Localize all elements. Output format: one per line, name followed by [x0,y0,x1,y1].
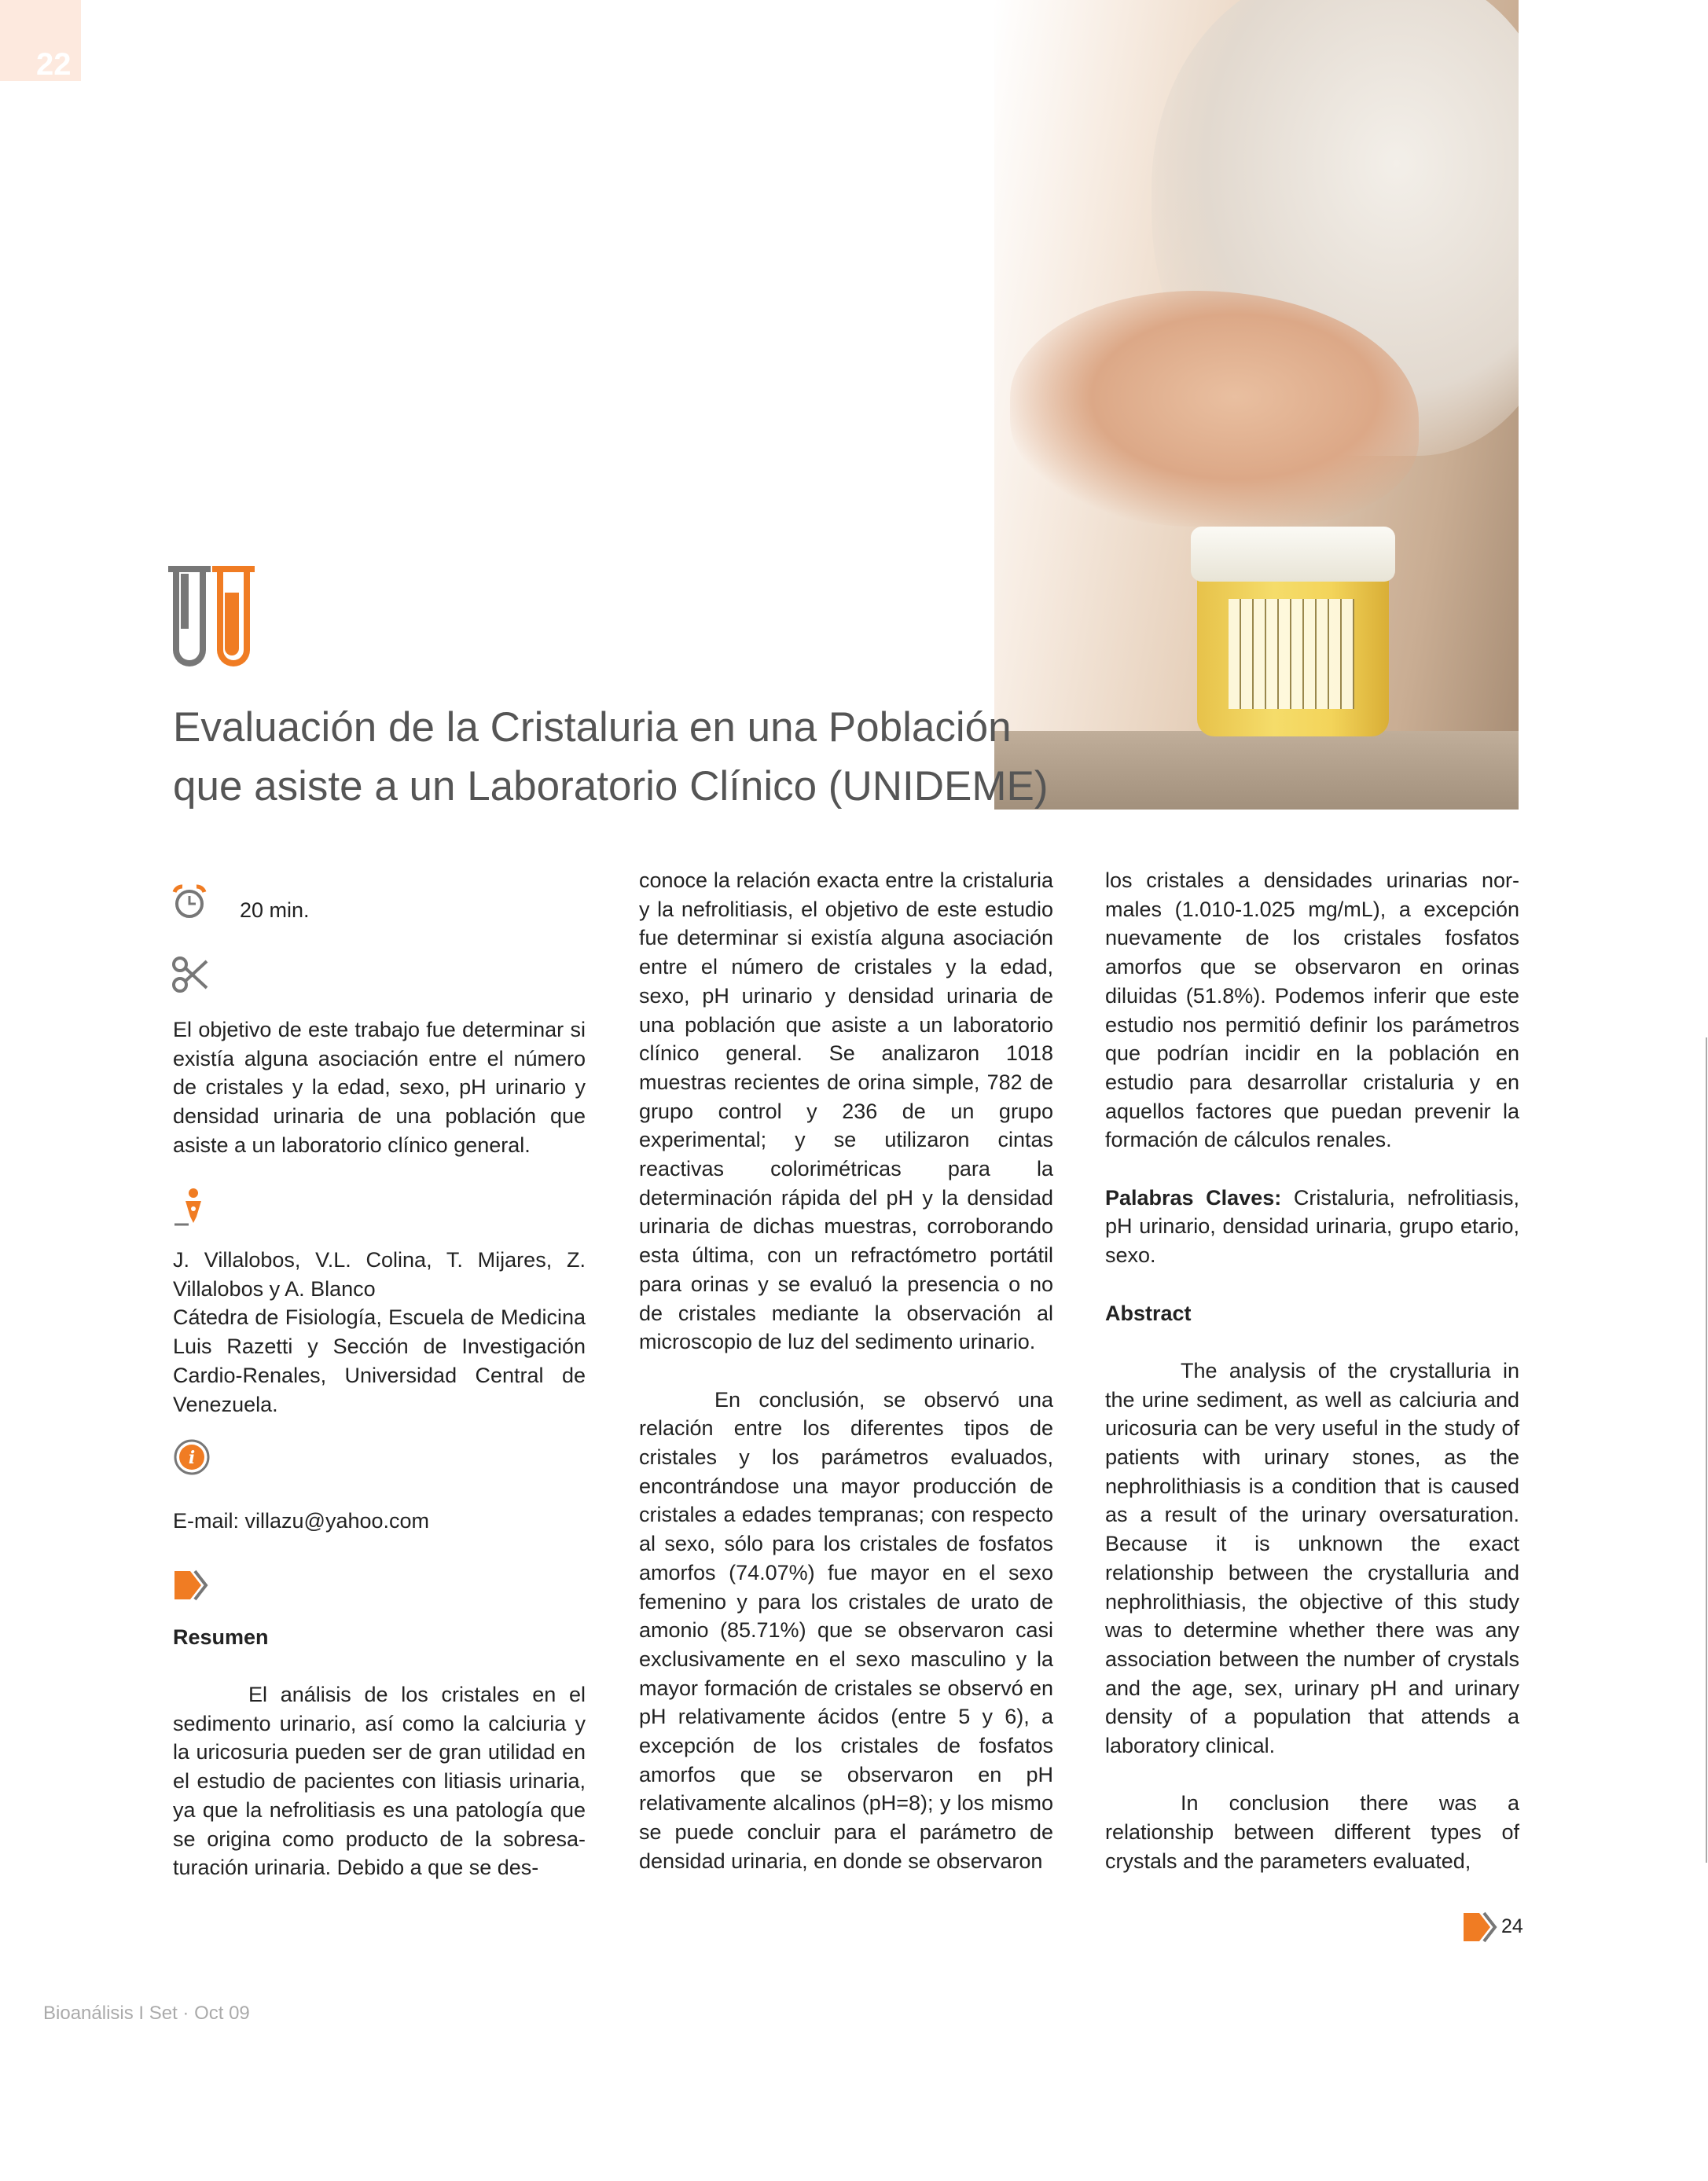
title-line-1: Evaluación de la Cristaluria en una Población [173,704,1012,751]
continue-arrow-icon[interactable] [1462,1910,1498,1944]
keywords-label: Palabras Claves: [1105,1185,1282,1210]
abstract-heading: Abstract [1105,1301,1192,1325]
fountain-pen-icon [173,1187,211,1228]
abstract-paragraph-1: The analysis of the crystalluria in the urine sediment, as well as calciuria and uricosuria can be very useful in the study of patients with urinary stones, as the nephrolithiasis is a condition that is caused as a result of the urinary oversaturation. Because it is unknown the exact relationship between the crystalluria and nephrolithiasis, the objective of this study was to determine whether there was any association between the number of crystals and the age, sex, urinary pH and urinary density of a population that attends a laboratory clinical. [1105,1358,1519,1758]
article-title [173,698,1116,816]
scissors-icon [171,955,209,994]
info-icon [173,1438,211,1476]
resumen-paragraph-1-part-2: conoce la relación exacta entre la cristaluria y la nefrolitiasis, el objetivo de este estudio fue determinar si existía alguna asociación entre el número de cristales y la edad, sexo, pH urinario y densidad urinaria de una población que asiste a un laboratorio clínico general. Se analizaron 1018 muestras recientes de orina simple, 782 de grupo control y 236 de un grupo experimental; y se utilizaron cintas reactivas colorimétricas para la determinación rápida del pH y la densidad urinaria de dichas muestras, corroborando esta última, con un refractómetro portátil para orinas y se evaluó la presencia o no de cristales mediante la observación al microscopio de luz del sedimento urinario. [639,868,1053,1354]
continue-page-number[interactable]: 24 [1501,1915,1523,1937]
jar-lid [1191,527,1395,582]
column-2 [639,866,1053,1876]
footer-publication: Bioanálisis I Set · Oct 09 [43,2003,250,2024]
affiliation: Cátedra de Fisiología, Escuela de Medicina Luis Razetti y Sección de Investigación Cardio-Renales, Universidad Central de Venezuela. [173,1305,586,1416]
title-line-2: que asiste a un Laboratorio Clínico (UNIDEME) [173,763,1049,810]
resumen-heading: Resumen [173,1625,269,1649]
objective-paragraph: El objetivo de este trabajo fue determinar si existía alguna asociación entre el número de cristales y la edad, sexo, pH urinario y densidad urinaria de una población que asiste a un laboratorio clínico general. [173,1018,586,1157]
abstract-paragraph-2: In conclusion there was a relationship between different types of crystals and the parameters evaluated, [1105,1791,1519,1873]
page-number: 22 [36,47,72,82]
jar-body [1197,575,1389,736]
keywords-text: Cristaluria, nefrolitiasis, pH urinario, densidad urinaria, grupo etario, sexo. [1105,1185,1519,1268]
reading-time: 20 min. [240,898,310,922]
photo-specimen-jar [1191,527,1395,739]
objective-text [173,1015,586,1160]
resumen-col1 [173,1680,586,1882]
email[interactable]: E-mail: villazu@yahoo.com [173,1509,430,1533]
resumen-paragraph-1-part-1: El análisis de los cristales en el sedimento urinario, así como la calciuria y la uricosuria pueden ser de gran utilidad en el estudio de pacientes con litiasis urinaria, ya que la nefrolitiasis es una patología que se origina como producto de la sobresa-turación urinaria. Debido a que se des- [173,1683,586,1880]
orange-tube [217,566,250,666]
resumen-paragraph-2-part-1: En conclusión, se observó una relación entre los diferentes tipos de cristales y los parámetros evaluados, encontrándose una mayor producción de cristales a edades tempranas; con respecto al sexo, sólo para los cristales de fosfatos amorfos (74.07%) fue mayor en el sexo femenino y para los cristales de urato de amonio (85.71%) que se observaron casi exclusivamente en el sexo masculino y la mayor formación de cristales se observó en pH relativamente ácidos (entre 5 y 6), a excepción de los cristales de fosfatos amorfos que se observaron en pH relativamente alcalinos (pH=8); y los mismo se puede concluir para el parámetro de densidad urinaria, en donde se observaron [639,1387,1053,1873]
authors: J. Villalobos, V.L. Colina, T. Mijares, Z. Villalobos y A. Blanco [173,1248,586,1301]
keywords [1105,1184,1519,1270]
alarm-clock-icon [171,884,208,920]
resumen-paragraph-2-part-2: los cristales a densidades urinarias nor-males (1.010-1.025 mg/mL), a excepción nuevamente de los cristales fosfatos amorfos que se observaron en orinas diluidas (51.8%). Podemos inferir que este estudio nos permitió definir los parámetros que podrían incidir en la población en estudio para desarrollar cristaluria y en aquellos factores que puedan prevenir la formación de cálculos renales. [1105,868,1519,1152]
grey-tube [173,566,206,666]
jar-label [1229,599,1354,709]
test-tubes-icon [173,566,255,668]
svg-text:i: i [188,1448,196,1468]
double-chevron-icon [173,1568,209,1603]
column-3 [1105,866,1519,1876]
author-block [173,1246,586,1419]
page-number-box [0,0,81,81]
header-photo [994,0,1519,810]
page-edge-rule [1706,1037,1707,1863]
